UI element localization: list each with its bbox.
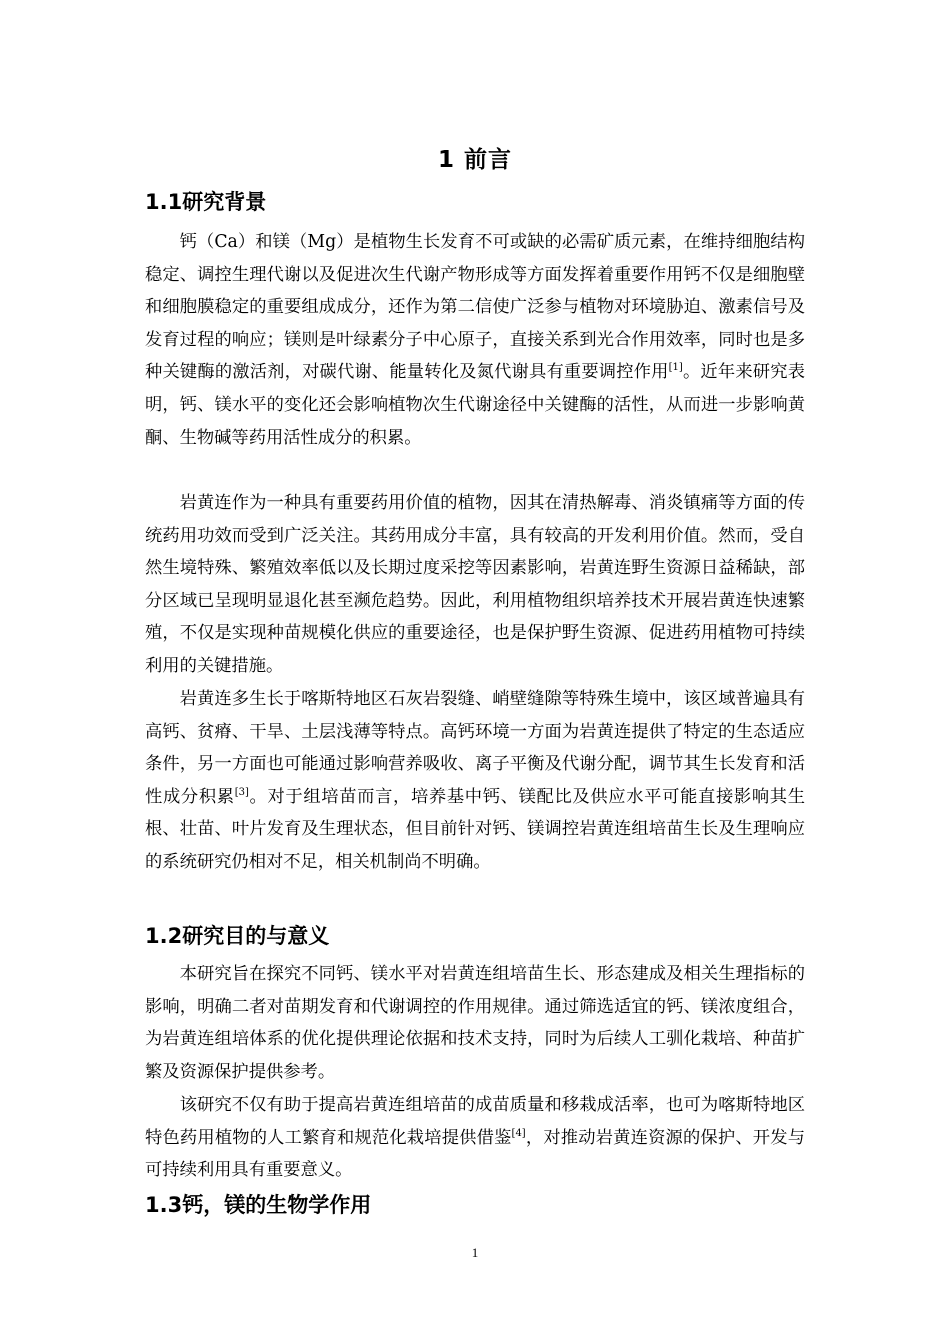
page-number: 1 [471,1245,479,1260]
paragraph-text: 本研究旨在探究不同钙、镁水平对岩黄连组培苗生长、形态建成及相关生理指标的影响，明确二者对苗期发育和代谢调控的作用规律。通过筛选适宜的钙、镁浓度组合，为岩黄连组培体系的优化提供理论依据和技术支持，同时为后续人工驯化栽培、种苗扩繁及资源保护提供参考。 [145,964,805,1082]
section-heading-purpose: 1.2研究目的与意义 [145,924,330,948]
paragraph-background-1 [145,226,805,454]
paragraph-background-2 [145,487,805,683]
citation-ref: [3] [234,787,249,799]
citation-ref: [1] [668,362,683,374]
section-heading-biology: 1.3钙，镁的生物学作用 [145,1193,372,1217]
chapter-title: 1 前言 [437,147,512,173]
paragraph-purpose-2 [145,1089,805,1187]
paragraph-text: 钙（Ca）和镁（Mg）是植物生长发育不可或缺的必需矿质元素，在维持细胞结构稳定、调控生理代谢以及促进次生代谢产物形成等方面发挥着重要作用钙不仅是细胞壁和细胞膜稳定的重要组成成分，还作为第二信使广泛参与植物对环境胁迫、激素信号及发育过程的响应；镁则是叶绿素分子中心原子，直接关系到光合作用效率，同时也是多种关键酶的激活剂，对碳代谢、能量转化及氮代谢具有重要调控作用 [145,232,805,383]
paragraph-text: 该研究不仅有助于提高岩黄连组培苗的成苗质量和移栽成活率，也可为喀斯特地区特色药用植物的人工繁育和规范化栽培提供借鉴 [145,1095,805,1148]
paragraph-purpose-1 [145,958,805,1088]
paragraph-text-tail: 。对于组培苗而言，培养基中钙、镁配比及供应水平可能直接影响其生根、壮苗、叶片发育及生理状态，但目前针对钙、镁调控岩黄连组培苗生长及生理响应的系统研究仍相对不足，相关机制尚不明确。 [145,786,805,872]
section-heading-background: 1.1研究背景 [145,190,267,214]
paragraph-text-tail: ，对推动岩黄连资源的保护、开发与可持续利用具有重要意义。 [145,1127,805,1181]
citation-ref: [4] [511,1127,526,1139]
paragraph-text: 岩黄连作为一种具有重要药用价值的植物，因其在清热解毒、消炎镇痛等方面的传统药用功效而受到广泛关注。其药用成分丰富，具有较高的开发利用价值。然而，受自然生境特殊、繁殖效率低以及长期过度采挖等因素影响，岩黄连野生资源日益稀缺，部分区域已呈现明显退化甚至濒危趋势。因此，利用植物组织培养技术开展岩黄连快速繁殖，不仅是实现种苗规模化供应的重要途径，也是保护野生资源、促进药用植物可持续利用的关键措施。 [145,493,805,676]
paragraph-text-tail: 。近年来研究表明，钙、镁水平的变化还会影响植物次生代谢途径中关键酶的活性，从而进一步影响黄酮、生物碱等药用活性成分的积累。 [145,362,805,448]
paragraph-text: 岩黄连多生长于喀斯特地区石灰岩裂缝、峭壁缝隙等特殊生境中，该区域普遍具有高钙、贫瘠、干旱、土层浅薄等特点。高钙环境一方面为岩黄连提供了特定的生态适应条件，另一方面也可能通过影响营养吸收、离子平衡及代谢分配，调节其生长发育和活性成分积累 [145,689,805,807]
paragraph-background-3 [145,683,805,879]
